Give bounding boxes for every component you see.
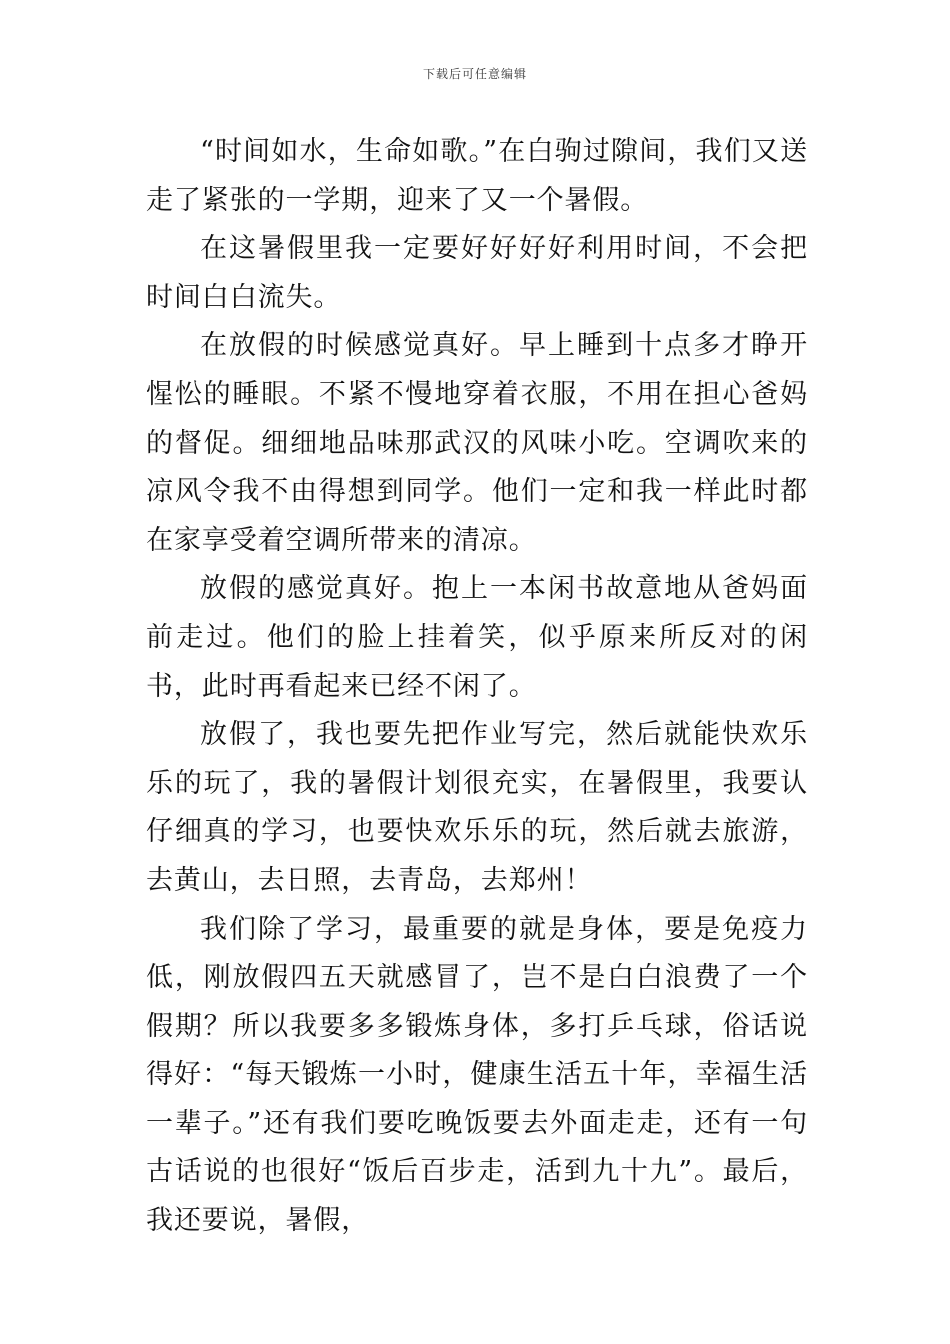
- article-body: [146, 128, 808, 1246]
- paragraph-1: “时间如水，生命如歌。”在白驹过隙间，我们又送走了紧张的一学期，迎来了又一个暑假。: [146, 136, 808, 216]
- paragraph-5: 放假了，我也要先把作业写完，然后就能快欢乐乐的玩了，我的暑假计划很充实，在暑假里，我要认仔细真的学习，也要快欢乐乐的玩，然后就去旅游，去黄山，去日照，去青岛，去郑州！: [146, 719, 808, 896]
- paragraph-2: 在这暑假里我一定要好好好好利用时间，不会把时间白白流失。: [146, 233, 808, 313]
- header-note: 下载后可任意编辑: [422, 67, 527, 81]
- paragraph-6: 我们除了学习，最重要的就是身体，要是免疫力低，刚放假四五天就感冒了，岂不是白白浪费了一个假期？所以我要多多锻炼身体，多打乒乓球，俗话说得好：“每天锻炼一小时，健康生活五十年，幸福生活一辈子。”还有我们要吃晚饭要去外面走走，还有一句古话说的也很好“饭后百步走，活到九十九”。最后，我还要说，暑假，: [146, 913, 808, 1237]
- paragraph-3: 在放假的时候感觉真好。早上睡到十点多才睁开惺忪的睡眼。不紧不慢地穿着衣服，不用在担心爸妈的督促。细细地品味那武汉的风味小吃。空调吹来的凉风令我不由得想到同学。他们一定和我一样此时都在家享受着空调所带来的清凉。: [146, 330, 808, 556]
- paragraph-4: 放假的感觉真好。抱上一本闲书故意地从爸妈面前走过。他们的脸上挂着笑，似乎原来所反对的闲书，此时再看起来已经不闲了。: [146, 573, 808, 702]
